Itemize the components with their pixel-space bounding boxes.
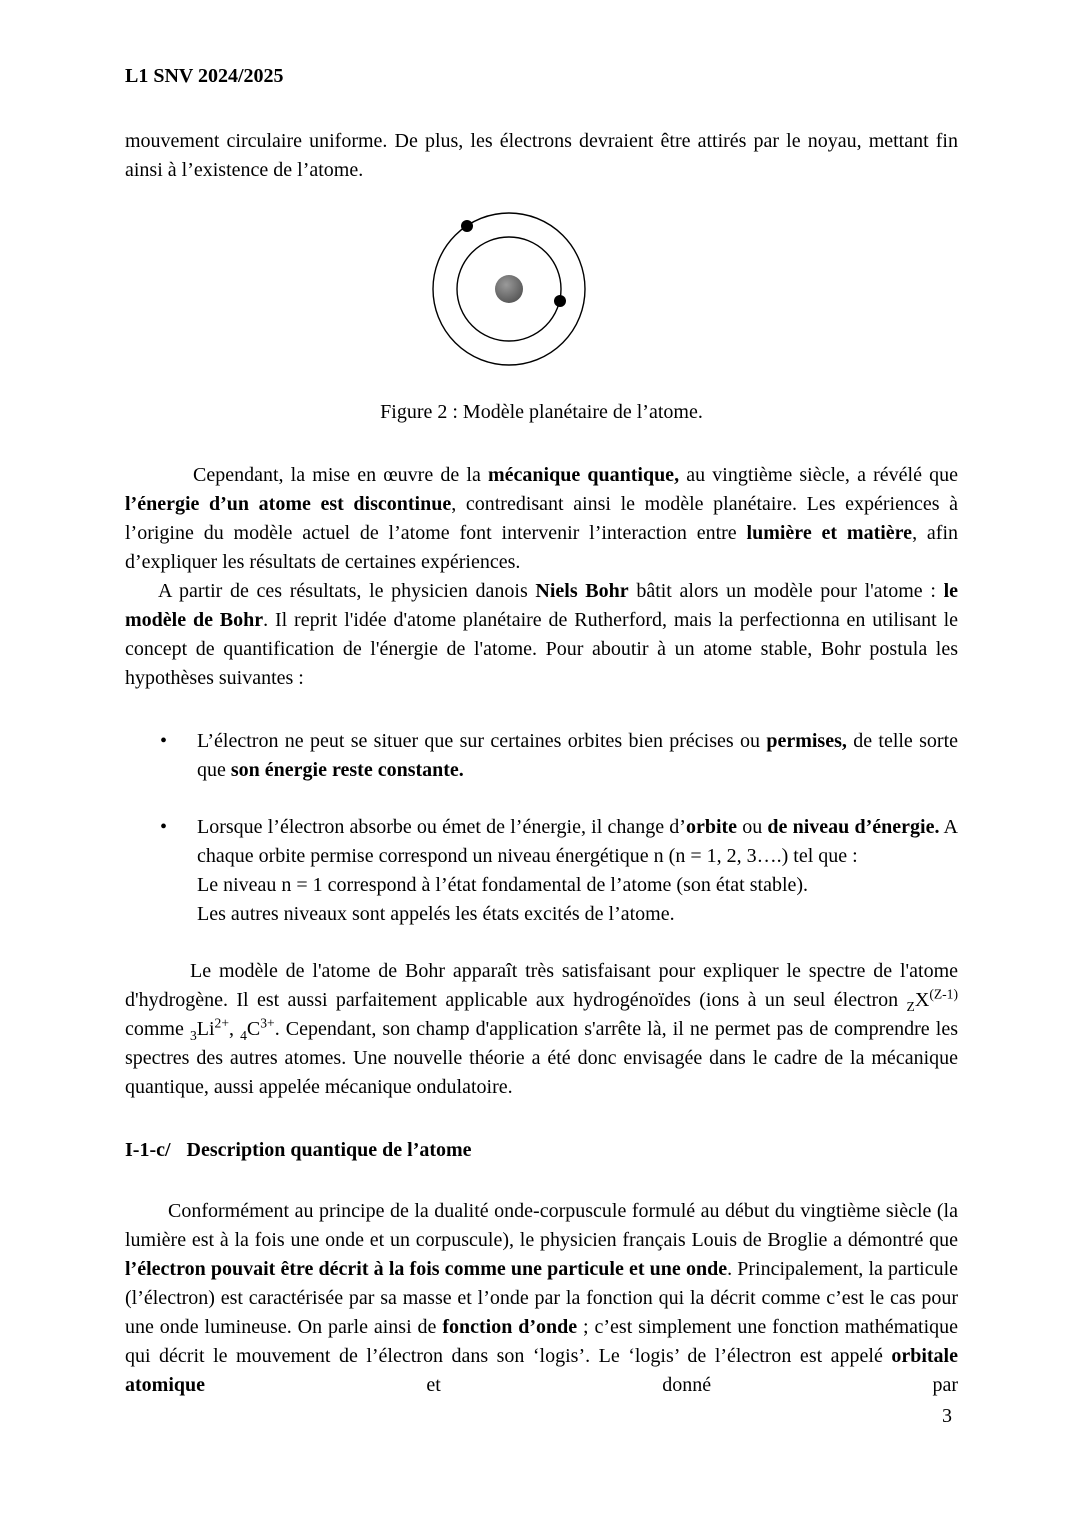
paragraph-intro: mouvement circulaire uniforme. De plus, les électrons devraient être attirés par le noyau, mettant fin ainsi à l’existence de l’atome. <box>125 130 958 181</box>
list-item <box>125 727 958 785</box>
nucleus <box>495 275 523 303</box>
bullet-icon: • <box>160 730 168 752</box>
list-item <box>125 813 958 929</box>
section-title: Description quantique de l’atome <box>186 1139 472 1161</box>
electron-outer <box>461 220 473 232</box>
paragraph-quantum-description: Conformément au principe de la dualité onde-corpuscule formulé au début du vingtième siècle (la lumière est à la fois une onde et un corpuscule), le physicien français Louis de Broglie a démontré que l’électron pouvait être décrit à la fois comme une particule et une onde. Principalement, la particule (l’électron) est caractérisée par sa masse et l’onde par la fonction qui la décrit comme c’est le cas pour une onde lumineuse. On parle ainsi de fonction d’onde ; c’est simplement une fonction mathématique qui décrit le mouvement de l’électron dans son ‘logis’. Le ‘logis’ de l’électron est appelé orbitale atomique et donné par <box>125 1200 959 1396</box>
course-header: L1 SNV 2024/2025 <box>125 65 284 87</box>
figure-planetary-model <box>125 199 888 386</box>
figure-caption: Figure 2 : Modèle planétaire de l’atome. <box>380 401 703 423</box>
bullet-icon: • <box>160 816 168 838</box>
section-heading <box>125 1136 958 1165</box>
electron-inner <box>554 295 566 307</box>
list-item-text: Lorsque l’électron absorbe ou émet de l’énergie, il change d’orbite ou de niveau d’énergie. A chaque orbite permise correspond un niveau énergétique n (n = 1, 2, 3….) tel que : Le niveau n = 1 correspond à l’état fondamental de l’atome (son état stable). Les autres niveaux sont appelés les états excités de l’atome. <box>197 816 959 925</box>
section-number: I-1-c/ <box>125 1139 171 1161</box>
list-item-text: L’électron ne peut se situer que sur certaines orbites bien précises ou permises, de telle sorte que son énergie reste constante. <box>197 730 959 781</box>
page-number: 3 <box>942 1405 952 1427</box>
paragraph-quantum-mechanics: Cependant, la mise en œuvre de la mécanique quantique, au vingtième siècle, a révélé que l’énergie d’un atome est discontinue, contredisant ainsi le modèle planétaire. Les expériences à l’origine du modèle actuel de l’atome font intervenir l’interaction entre lumière et matière, afin d’expliquer les résultats de certaines expériences. <box>125 464 959 573</box>
paragraph-bohr-model: A partir de ces résultats, le physicien danois Niels Bohr bâtit alors un modèle pour l'atome : le modèle de Bohr. Il reprit l'idée d'atome planétaire de Rutherford, mais la perfectionna en utilisant le concept de quantification de l'énergie de l'atome. Pour aboutir à un atome stable, Bohr postula les hypothèses suivantes : <box>125 580 959 689</box>
paragraph-bohr-application: Le modèle de l'atome de Bohr apparaît très satisfaisant pour expliquer le spectre de l'atome d'hydrogène. Il est aussi parfaitement applicable aux hydrogénoïdes (ions à un seul électron $_ZX^{(Z-1)}$ comme $_3Li^{2+}$, $_4C^{3+}$. Cependant, son champ d'application s'arrête là, il ne permet pas de comprendre les spectres des autres atomes. Une nouvelle théorie a été donc envisagée dans le cadre de la mécanique quantique, aussi appelée mécanique ondulatoire. <box>125 960 958 1098</box>
atom-diagram <box>412 199 602 377</box>
bohr-hypotheses-list <box>125 727 958 929</box>
